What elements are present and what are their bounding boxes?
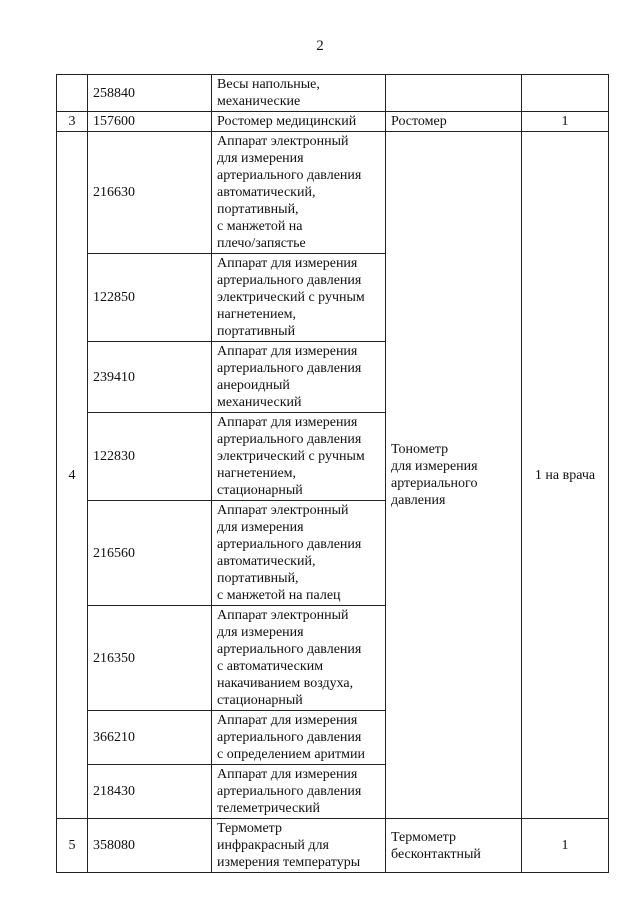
quantity-cell: 1 [522, 819, 609, 873]
name-cell [212, 413, 386, 501]
type-cell [386, 132, 522, 819]
equipment-name: Аппарат для измерения артериального давления телеметрический [217, 767, 362, 816]
quantity-cell [522, 75, 609, 112]
type-cell [386, 75, 522, 112]
equipment-name: Аппарат для измерения артериального давления анероидный механический [217, 344, 362, 410]
code-cell: 366210 [88, 711, 212, 765]
equipment-name: Аппарат для измерения артериального давления электрический с ручным нагнетением, портативный [217, 256, 365, 339]
name-cell [212, 606, 386, 711]
table-row [57, 112, 609, 132]
name-cell [212, 819, 386, 873]
quantity-cell: 1 на врача [522, 132, 609, 819]
equipment-name: Аппарат для измерения артериального давления электрический с ручным нагнетением, стационарный [217, 415, 365, 498]
table-row [57, 132, 609, 254]
equipment-name: Аппарат электронный для измерения артериального давления автоматический, портативный, с манжетой на плечо/запястье [217, 134, 362, 251]
code-cell: 122830 [88, 413, 212, 501]
equipment-type: Тонометр для измерения артериального давления [391, 442, 478, 508]
equipment-name: Весы напольные, механические [217, 77, 320, 109]
equipment-name: Аппарат электронный для измерения артериального давления с автоматическим накачиванием воздуха, стационарный [217, 608, 362, 708]
equipment-table [56, 74, 609, 873]
code-cell: 157600 [88, 112, 212, 132]
equipment-name: Аппарат для измерения артериального давления с определением аритмии [217, 713, 365, 762]
name-cell [212, 765, 386, 819]
type-cell: Ростомер [386, 112, 522, 132]
name-cell [212, 711, 386, 765]
code-cell: 122850 [88, 254, 212, 342]
code-cell: 239410 [88, 342, 212, 413]
code-cell: 218430 [88, 765, 212, 819]
table-row [57, 75, 609, 112]
code-cell: 258840 [88, 75, 212, 112]
table-row [57, 819, 609, 873]
row-number-cell: 3 [57, 112, 88, 132]
code-cell: 216630 [88, 132, 212, 254]
row-number-cell: 4 [57, 132, 88, 819]
name-cell [212, 132, 386, 254]
row-number-cell: 5 [57, 819, 88, 873]
code-cell: 216560 [88, 501, 212, 606]
name-cell [212, 501, 386, 606]
code-cell: 216350 [88, 606, 212, 711]
equipment-name: Термометр инфракрасный для измерения температуры [217, 821, 361, 870]
name-cell [212, 254, 386, 342]
row-number-cell [57, 75, 88, 112]
quantity-cell: 1 [522, 112, 609, 132]
equipment-type: Термометр бесконтактный [391, 829, 481, 862]
name-cell [212, 342, 386, 413]
name-cell [212, 75, 386, 112]
type-cell [386, 819, 522, 873]
name-cell [212, 112, 386, 132]
code-cell: 358080 [88, 819, 212, 873]
equipment-name: Аппарат электронный для измерения артериального давления автоматический, портативный, с манжетой на палец [217, 503, 362, 603]
equipment-name: Ростомер медицинский [217, 114, 357, 129]
page-number: 2 [316, 38, 324, 54]
